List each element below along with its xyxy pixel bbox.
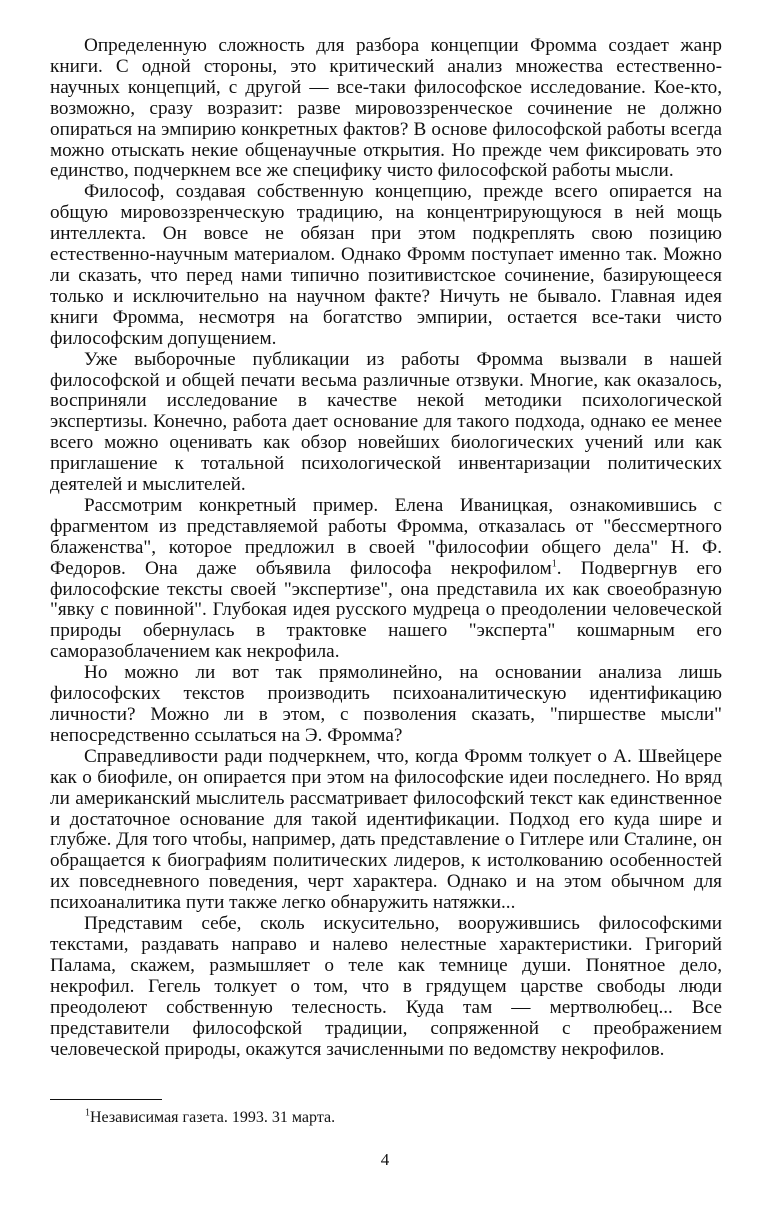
paragraph-1: Определенную сложность для разбора концепции Фромма создает жанр книги. С одной стороны, это критический анализ множества естественно-научных концепций, с другой — все-таки философское исследование. Кое-кто, возможно, сразу возразит: разве мировоззренческое сочинение не должно опираться на эмпирию конкретных фактов? В основе философской работы всегда можно отыскать некие общенаучные открытия. Но прежде чем фиксировать это единство, подчеркнем все же специфику чисто философской работы мысли. [50,35,722,182]
paragraph-7: Представим себе, сколь искусительно, вооружившись философскими текстами, раздавать направо и налево нелестные характеристики. Григорий Палама, скажем, размышляет о теле как темнице души. Понятное дело, некрофил. Гегель толкует о том, что в грядущем царстве свободы люди преодолеют собственную телесность. Куда там — мертволюбец... Все представители философской традиции, сопряженной с преображением человеческой природы, окажутся зачисленными по ведомству некрофилов. [50,913,722,1060]
paragraph-6: Справедливости ради подчеркнем, что, когда Фромм толкует о А. Швейцере как о биофиле, он опирается при этом на философские идеи последнего. Но вряд ли американский мыслитель рассматривает философский текст как единственное и достаточное основание для такой идентификации. Подход его куда шире и глубже. Для того чтобы, например, дать представление о Гитлере или Сталине, он обращается к биографиям политических лидеров, к истолкованию особенностей их повседневного поведения, черт характера. Однако и на этом обычном для психоаналитика пути также легко обнаружить натяжки... [50,745,722,914]
footnote-text: Независимая газета. 1993. 31 марта. [90,1109,336,1126]
page-number: 4 [380,1150,390,1169]
paragraph-4-start: Рассмотрим конкретный пример. Елена Иваницкая, ознакомившись с фрагментом из представляемой работы Фромма, отказалась от "бессмертного блаженства", которое предложил в своей "философии общего дела" Н. Ф. Федоров. Она даже объявила философа некрофилом [50,494,722,579]
footnote-reference: 1 [551,558,557,570]
paragraph-2: Философ, создавая собственную концепцию, прежде всего опирается на общую мировоззренческую традицию, на концентрирующуюся в ней мощь интеллекта. Он вовсе не обязан при этом подкреплять свою позицию естественно-научным материалом. Однако Фромм поступает именно так. Можно ли сказать, что перед нами типично позитивистское сочинение, базирующееся только и исключительно на научном факте? Ничуть не бывало. Главная идея книги Фромма, несмотря на богатство эмпирии, остается все-таки чисто философским допущением. [50,181,722,349]
footnote-marker: 1 [85,1107,90,1119]
body-text [50,36,722,1060]
paragraph-5: Но можно ли вот так прямолинейно, на основании анализа лишь философских текстов производить психоаналитическую идентификацию личности? Можно ли в этом, с позволения сказать, "пиршестве мысли" непосредственно ссылаться на Э. Фромма? [50,662,722,746]
footnote-divider [50,1099,162,1100]
paragraph-4-end: . Подвергнув его философские тексты своей "экспертизе", она представила их как своеобразную "явку с повинной". Глубокая идея русского мудреца о преодолении человеческой природы обернулась в трактовке нашего "эксперта" кошмарным его саморазоблачением как некрофила. [50,557,722,663]
paragraph-4 [50,496,722,663]
footnote [85,1108,685,1128]
paragraph-3: Уже выборочные публикации из работы Фромма вызвали в нашей философской и общей печати весьма различные отзвуки. Многие, как оказалось, восприняли исследование в качестве некой методики психологической экспертизы. Конечно, работа дает основание для такого подхода, однако ее менее всего можно оценивать как обзор новейших биологических учений или как приглашение к тотальной психологической инвентаризации политических деятелей и мыслителей. [50,348,722,496]
